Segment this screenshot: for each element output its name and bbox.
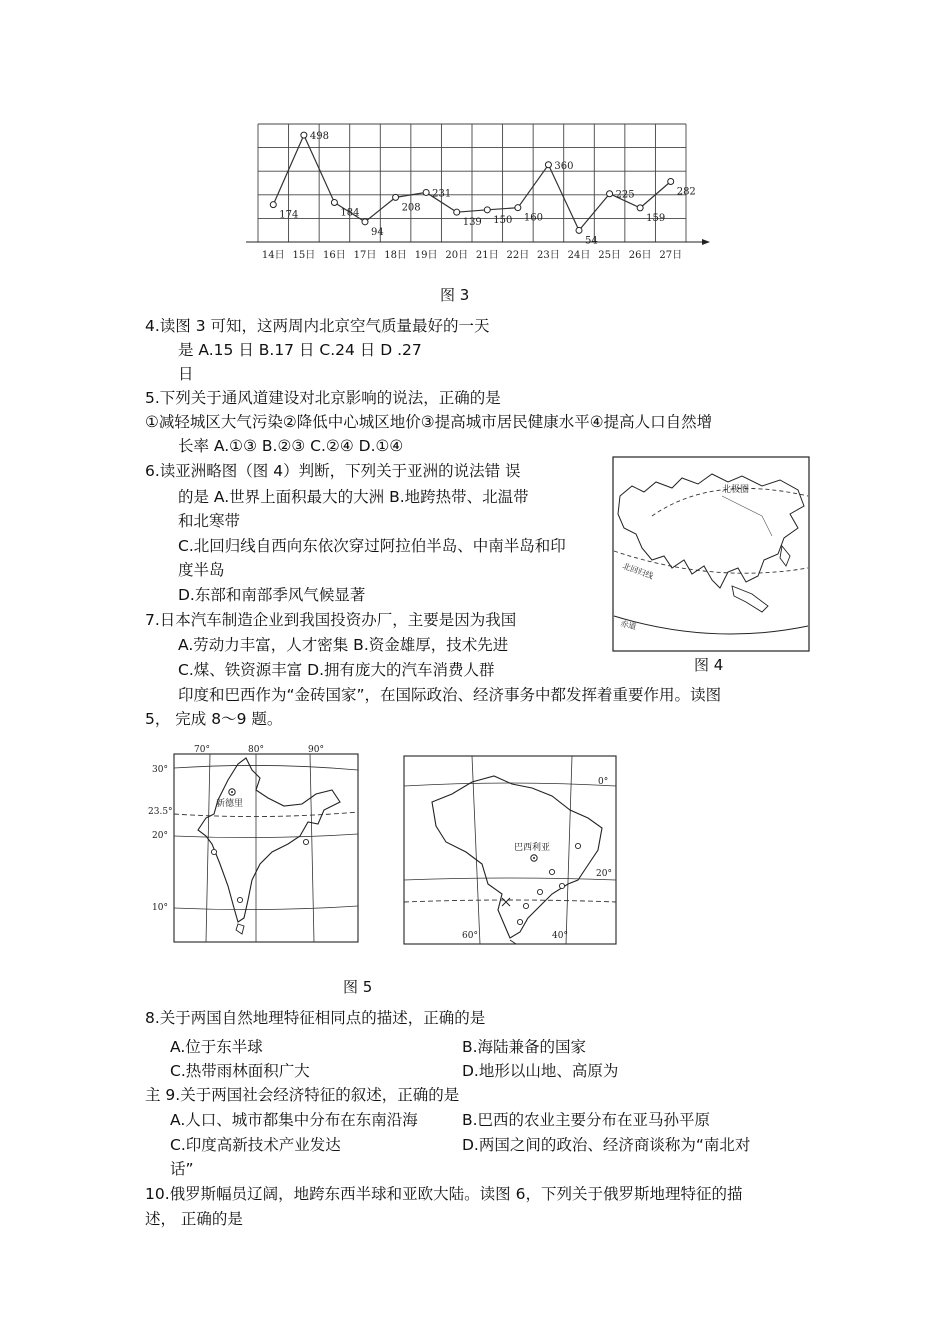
question-4-option-tail: 日	[178, 365, 194, 383]
question-6-option-d: D.东部和南部季风气候显著	[178, 586, 366, 604]
question-5-stem: 5.下列关于通风道建设对北京影响的说法，正确的是	[145, 389, 501, 407]
chart-point	[607, 191, 613, 197]
chart-x-tick-label: 21日	[475, 250, 499, 261]
brazil-lon-label: 60°	[462, 931, 478, 941]
question-10-stem: 10.俄罗斯幅员辽阔，地跨东西半球和亚欧大陆。读图 6，下列关于俄罗斯地理特征的描	[145, 1185, 743, 1203]
chart-x-tick-label: 23日	[537, 250, 560, 261]
india-lon-label: 90°	[308, 745, 324, 755]
brazil-lat-label: 20°	[596, 869, 612, 879]
questions-8-9-intro-cont: 5， 完成 8～9 题。	[145, 710, 283, 728]
india-lat-label: 20°	[152, 831, 168, 841]
india-lon-label: 70°	[194, 745, 210, 755]
chart-point	[270, 202, 276, 208]
india-lon-label: 80°	[248, 745, 264, 755]
chart-x-tick-label: 24日	[567, 250, 591, 261]
figure-5-caption: 图 5	[343, 978, 373, 996]
chart-point	[637, 205, 643, 211]
tropic-of-cancer-label: 北回归线	[621, 561, 655, 581]
chart-x-tick-label: 14日	[261, 250, 285, 261]
questions-8-9-intro: 印度和巴西作为“金砖国家”，在国际政治、经济事务中都发挥着重要作用。读图	[178, 686, 722, 704]
question-8-option-a: A.位于东半球	[170, 1038, 263, 1056]
question-9-option-d: D.两国之间的政治、经济商谈称为“南北对	[462, 1136, 751, 1154]
chart-point	[301, 132, 307, 138]
chart-x-tick-label: 15日	[292, 250, 316, 261]
figure-5-brazil-map	[402, 754, 618, 946]
arctic-circle-label: 北极圈	[722, 485, 750, 495]
chart-point	[393, 194, 399, 200]
question-7-stem: 7.日本汽车制造企业到我国投资办厂，主要是因为我国	[145, 611, 517, 629]
chart-data-label: 94	[371, 226, 384, 238]
chart-point	[454, 209, 460, 215]
question-9-option-a: A.人口、城市都集中分布在东南沿海	[170, 1111, 418, 1129]
chart-x-tick-label: 17日	[353, 250, 377, 261]
chart-point	[545, 162, 551, 168]
chart-x-tick-label: 19日	[414, 250, 438, 261]
chart-x-tick-label: 26日	[628, 250, 652, 261]
chart-point	[331, 200, 337, 206]
chart-x-tick-label: 22日	[506, 250, 530, 261]
brasilia-label: 巴西利亚	[514, 843, 551, 853]
chart-data-label: 282	[676, 186, 696, 198]
question-9-option-d-cont: 话”	[170, 1160, 194, 1178]
chart-x-tick-label: 25日	[598, 250, 621, 261]
chart-point	[484, 207, 490, 213]
question-7-options-ab: A.劳动力丰富，人才密集 B.资金雄厚，技术先进	[178, 636, 509, 654]
figure-4-caption: 图 4	[694, 656, 724, 674]
chart-data-label: 498	[309, 131, 329, 143]
question-6-option-a-b: 的是 A.世界上面积最大的大洲 B.地跨热带、北温带	[178, 488, 529, 506]
chart-point	[668, 178, 674, 184]
chart-x-tick-label: 27日	[659, 250, 683, 261]
brazil-lon-label: 40°	[552, 931, 568, 941]
chart-data-label: 225	[615, 189, 635, 201]
chart-data-label: 139	[462, 217, 482, 229]
chart-x-tick-label: 16日	[323, 250, 346, 261]
chart-data-label: 184	[340, 207, 360, 219]
chart-point	[362, 219, 368, 225]
chart-data-label: 160	[523, 212, 543, 224]
india-lat-label: 23.5°	[148, 807, 173, 817]
question-9-option-b: B.巴西的农业主要分布在亚马孙平原	[462, 1111, 711, 1129]
question-9-stem: 主 9.关于两国社会经济特征的叙述，正确的是	[145, 1086, 460, 1104]
chart-data-label: 150	[493, 214, 513, 226]
chart-data-label: 54	[585, 235, 598, 247]
question-6-option-c-cont: 度半岛	[178, 561, 225, 579]
question-7-options-cd: C.煤、铁资源丰富 D.拥有庞大的汽车消费人群	[178, 661, 495, 679]
chart-data-label: 208	[401, 202, 421, 214]
question-8-option-d: D.地形以山地、高原为	[462, 1062, 619, 1080]
new-delhi-label: 新德里	[216, 799, 244, 809]
figure-4-asia-map	[612, 456, 810, 652]
chart-point	[423, 189, 429, 195]
question-5-options: 长率 A.①③ B.②③ C.②④ D.①④	[178, 437, 404, 455]
question-6-option-b-cont: 和北寒带	[178, 512, 241, 530]
question-10-stem-cont: 述， 正确的是	[145, 1210, 243, 1228]
question-6-stem: 6.读亚洲略图（图 4）判断，下列关于亚洲的说法错 误	[145, 462, 521, 480]
chart-x-axis	[246, 239, 710, 245]
question-4-options: 是 A.15 日 B.17 日 C.24 日 D .27	[178, 341, 422, 359]
question-9-option-c: C.印度高新技术产业发达	[170, 1136, 341, 1154]
brazil-lat-label: 0°	[598, 777, 609, 787]
figure-3-line-chart	[240, 112, 720, 264]
question-6-option-c: C.北回归线自西向东依次穿过阿拉伯半岛、中南半岛和印	[178, 537, 566, 555]
question-8-option-b: B.海陆兼备的国家	[462, 1038, 587, 1056]
figure-3-caption: 图 3	[440, 286, 470, 304]
india-lat-label: 10°	[152, 903, 168, 913]
question-5-items: ①减轻城区大气污染②降低中心城区地价③提高城市居民健康水平④提高人口自然增	[145, 413, 713, 431]
chart-data-label: 159	[646, 212, 666, 224]
chart-data-label: 231	[432, 188, 452, 200]
chart-data-label: 174	[279, 209, 299, 221]
india-lat-label: 30°	[152, 765, 168, 775]
question-8-option-c: C.热带雨林面积广大	[170, 1062, 310, 1080]
chart-x-tick-label: 18日	[384, 250, 407, 261]
question-4-stem: 4.读图 3 可知，这两周内北京空气质量最好的一天	[145, 317, 490, 335]
chart-x-tick-label: 20日	[445, 250, 469, 261]
chart-data-label: 360	[554, 160, 574, 172]
question-8-stem: 8.关于两国自然地理特征相同点的描述，正确的是	[145, 1009, 486, 1027]
chart-point	[576, 227, 582, 233]
figure-5-india-map	[148, 740, 363, 945]
chart-point	[515, 205, 521, 211]
equator-label: 赤道	[619, 619, 638, 632]
